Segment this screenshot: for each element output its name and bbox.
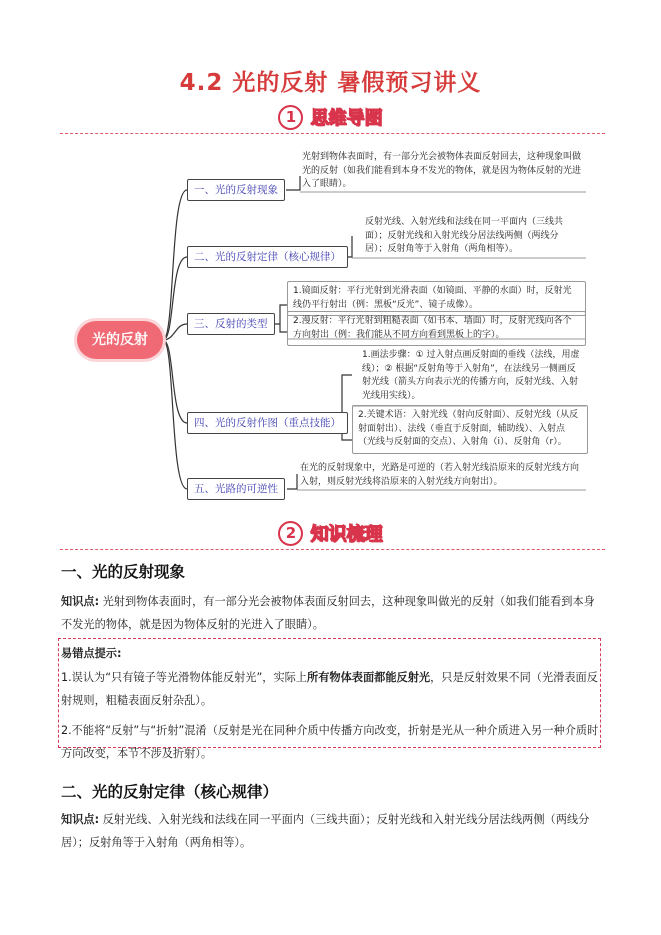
tip-item-2: 2.不能将“反射”与“折射”混淆（反射是光在同种介质中传播方向改变，折射是光从一种介质进入另一种介质时方向改变，本节不涉及折射）。 (61, 724, 599, 760)
heading-reflection-law: 二、光的反射定律（核心规律） (61, 783, 279, 801)
tip-emphasis: 所有物体表面都能反射光 (307, 671, 431, 684)
tip-item-1 (61, 666, 601, 712)
knowledge-text: 反射光线、入射光线和法线在同一平面内（三线共面）；反射光线和入射光线分居法线两侧（两线分居）；反射角等于入射角（两角相等）。 (61, 813, 590, 849)
section-number-2: 2 (278, 521, 303, 546)
knowledge-label: 知识点: (61, 595, 100, 608)
knowledge-text: 光射到物体表面时，有一部分光会被物体表面反射回去，这种现象叫做光的反射（如我们能看到本身不发光的物体，就是因为物体反射的光进入了眼睛）。 (61, 595, 595, 631)
section-divider (60, 549, 605, 550)
tip-text: 1.误认为“只有镜子等光滑物体能反射光”，实际上 (61, 671, 308, 684)
section-label-knowledge: 知识梳理 (310, 524, 383, 545)
heading-reflection-phenomenon: 一、光的反射现象 (61, 563, 186, 581)
section-header-knowledge (0, 520, 661, 546)
knowledge-paragraph-2 (61, 808, 601, 854)
mindmap-leaf-3b: 2.漫反射：平行光射到粗糙表面（如书本、墙面）时，反射光线向各个方向射出（例：我们能从不同方向看到黑板上的字）。 (287, 311, 586, 346)
mindmap-leaf-4b: 2.关键术语：入射光线（射向反射面）、反射光线（从反射面射出）、法线（垂直于反射面，辅助线）、入射点（光线与反射面的交点）、入射角（i）、反射角（r）。 (352, 405, 588, 454)
mindmap-branch-3: 三、反射的类型 (187, 313, 275, 335)
mindmap-branch-2: 二、光的反射定律（核心规律） (187, 246, 348, 268)
section-number-1: 1 (278, 105, 303, 130)
section-label-mindmap: 思维导图 (310, 108, 383, 129)
mindmap-branch-1: 一、光的反射现象 (187, 179, 285, 201)
tip-text: ，只是反射效果不同（光滑表面反射规则，粗糙表面反射杂乱）。 (61, 671, 598, 707)
knowledge-label: 知识点: (61, 813, 100, 826)
knowledge-paragraph-1 (61, 590, 601, 636)
mindmap-leaf-3a: 1.镜面反射：平行光射到光滑表面（如镜面、平静的水面）时，反射光线仍平行射出（例：黑板“反光”、镜子成像）。 (287, 281, 586, 316)
mindmap-leaf-4a: 1.画法步骤：① 过入射点画反射面的垂线（法线，用虚线）；② 根据“反射角等于入射角”，在法线另一侧画反射光线（箭头方向表示光的传播方向，反射光线、入射光线用实线）。 (362, 350, 580, 401)
mindmap-root: 光的反射 (77, 321, 163, 359)
mindmap-branch-5: 五、光路的可逆性 (187, 478, 285, 500)
mindmap-leaf-1: 光射到物体表面时，有一部分光会被物体表面反射回去，这种现象叫做光的反射（如我们能看到本身不发光的物体，就是因为物体反射的光进入了眼睛）。 (302, 152, 582, 189)
tips-title: 易错点提示: (61, 647, 122, 660)
mindmap-leaf-5: 在光的反射现象中，光路是可逆的（若入射光线沿原来的反射光线方向入射，则反射光线将沿原来的入射光线方向射出）。 (300, 463, 580, 487)
mindmap-branch-4: 四、光的反射作图（重点技能） (187, 412, 348, 434)
mindmap-leaf-2: 反射光线、入射光线和法线在同一平面内（三线共面）；反射光线和入射光线分居法线两侧（两线分居）；反射角等于入射角（两角相等）。 (365, 217, 564, 254)
page-title: 4.2 光的反射 暑假预习讲义 (179, 70, 482, 96)
